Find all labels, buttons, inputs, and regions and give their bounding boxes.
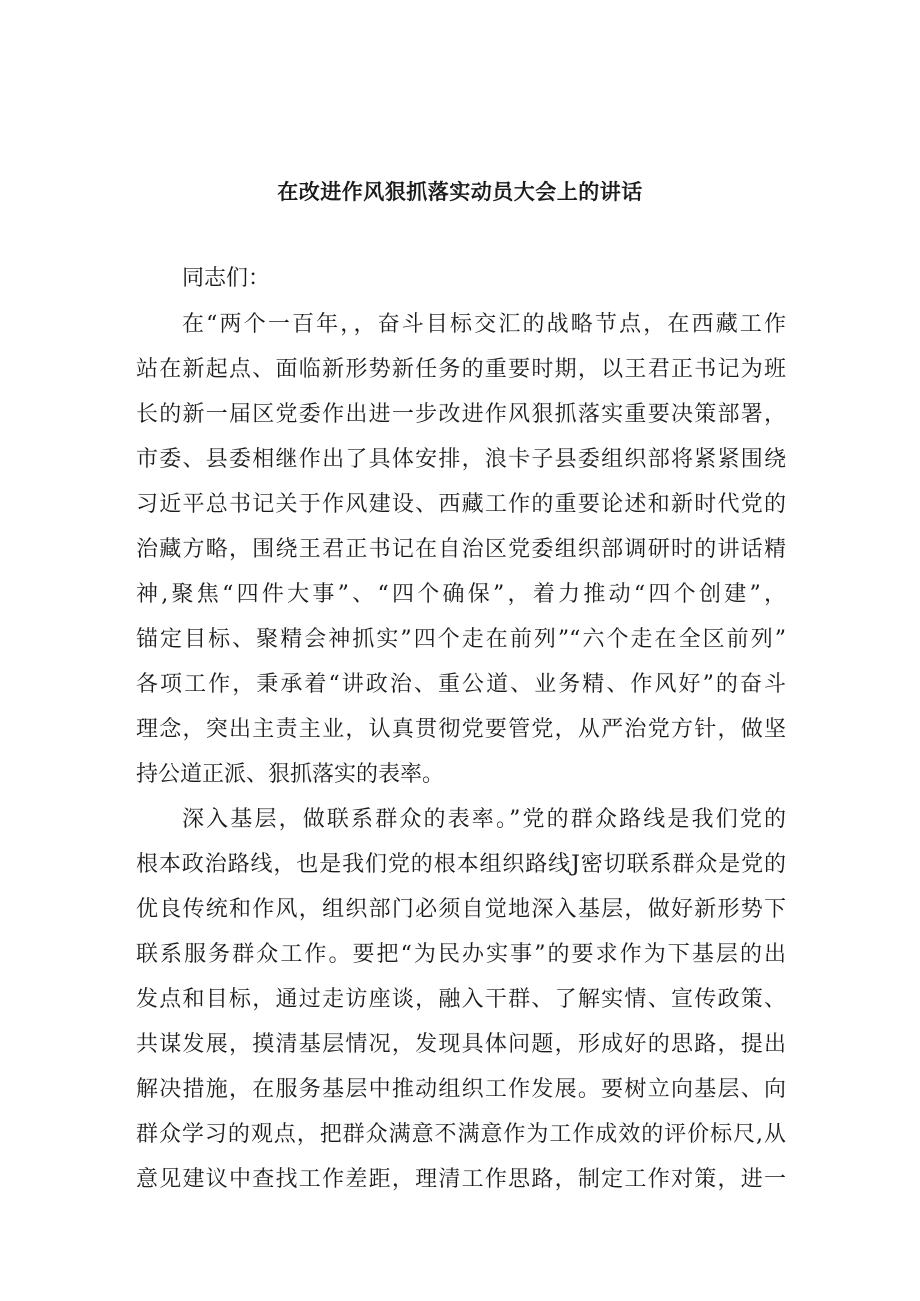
- text-line: 根本政治路线，也是我们党的根本组织路线J密切联系群众是党的: [136, 852, 786, 877]
- salutation: 同志们：: [182, 266, 271, 291]
- paragraph-1: [136, 302, 786, 797]
- text-line: 意见建议中查找工作差距，理清工作思路，制定工作对策，进一: [136, 1167, 786, 1192]
- text-line: 联系服务群众工作。要把“为民办实事”的要求作为下基层的出: [136, 942, 786, 967]
- text-line: 长的新一届区党委作出进一步改进作风狠抓落实重要决策部署，: [136, 402, 786, 427]
- text-line: 群众学习的观点，把群众满意不满意作为工作成效的评价标尺,从: [136, 1122, 786, 1147]
- paragraph-2: [136, 797, 786, 1202]
- text-line: 习近平总书记关于作风建设、西藏工作的重要论述和新时代党的: [136, 492, 786, 517]
- text-line: 共谋发展，摸清基层情况，发现具体问题，形成好的思路，提出: [136, 1032, 786, 1057]
- text-line: 治藏方略，围绕王君正书记在自治区党委组织部调研时的讲话精: [136, 537, 786, 562]
- text-line: 深入基层，做联系群众的表率。”党的群众路线是我们党的: [182, 807, 786, 832]
- document-title: 在改进作风狠抓落实动员大会上的讲话: [277, 180, 643, 204]
- text-line: 各项工作，秉承着“讲政治、重公道、业务精、作风好”的奋斗: [136, 672, 786, 697]
- document-body: [136, 256, 786, 1202]
- text-line: 理念，突出主责主业，认真贯彻党要管党，从严治党方针，做坚: [136, 717, 786, 742]
- text-line: 发点和目标，通过走访座谈，融入干群、了解实情、宣传政策、: [136, 987, 786, 1012]
- text-line: 解决措施，在服务基层中推动组织工作发展。要树立向基层、向: [136, 1077, 786, 1102]
- text-line: 站在新起点、面临新形势新任务的重要时期，以王君正书记为班: [136, 357, 786, 382]
- text-line: 在“两个一百年，，奋斗目标交汇的战略节点，在西藏工作: [182, 312, 786, 337]
- text-line: 优良传统和作风，组织部门必须自觉地深入基层，做好新形势下: [136, 897, 786, 922]
- text-line: 市委、县委相继作出了具体安排，浪卡子县委组织部将紧紧围绕: [136, 447, 786, 472]
- text-line: 神,聚焦“四件大事”、“四个确保”，着力推动“四个创建”，: [136, 582, 786, 607]
- text-line: 锚定目标、聚精会神抓实”四个走在前列”“六个走在全区前列”: [136, 627, 786, 652]
- text-line: 持公道正派、狠抓落实的表率。: [136, 762, 445, 787]
